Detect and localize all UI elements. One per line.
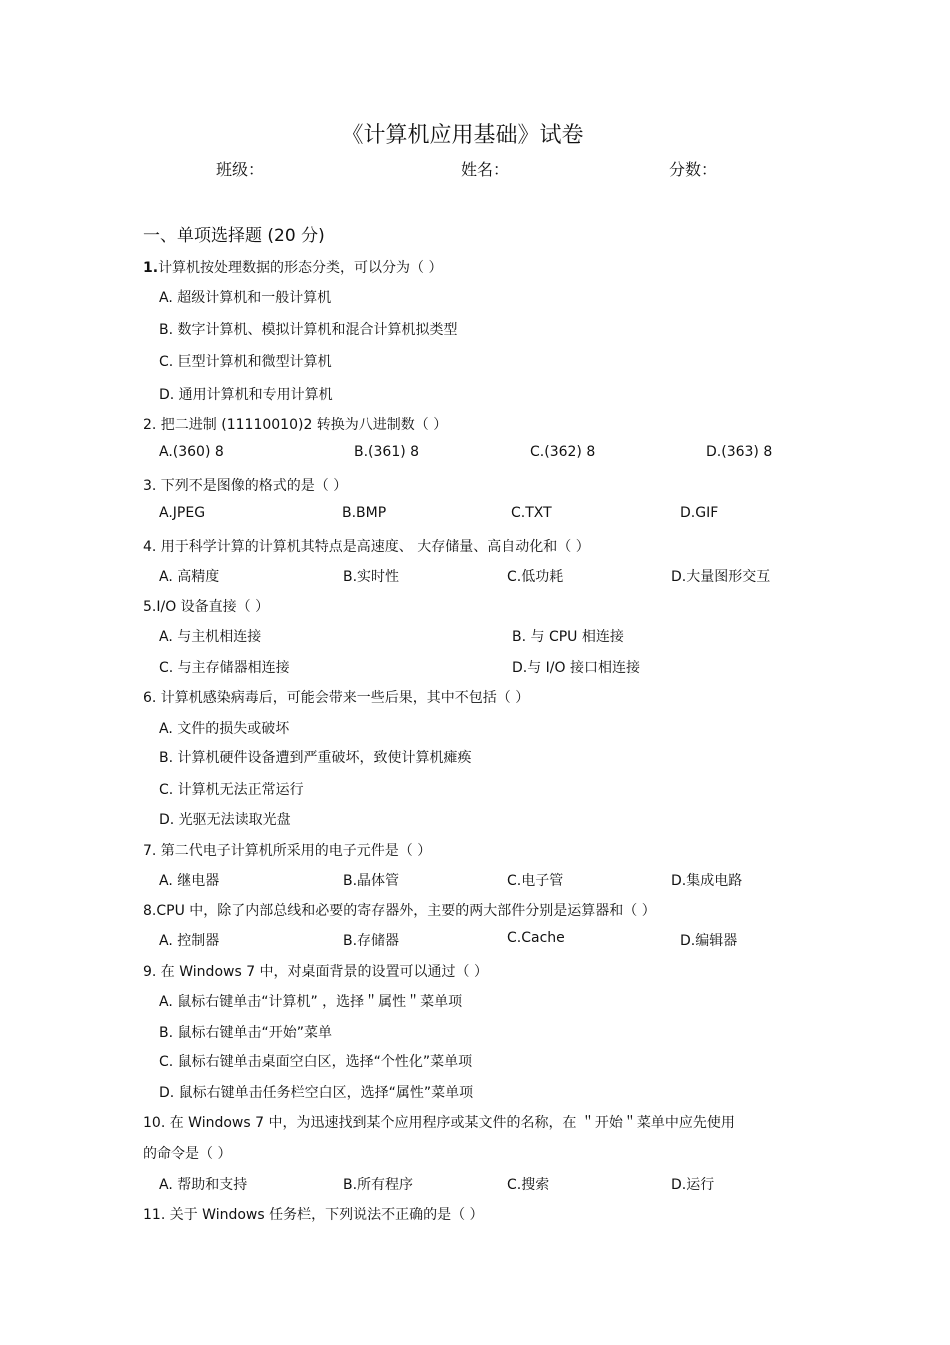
question-8-stem: 8.CPU 中，除了内部总线和必要的寄存器外，主要的两大部件分别是运算器和（ ） — [143, 903, 656, 919]
q7-option-b: B.晶体管 — [343, 873, 400, 889]
q1-option-d: D. 通用计算机和专用计算机 — [159, 387, 333, 403]
q6-option-a: A. 文件的损失或破坏 — [159, 721, 290, 737]
q8-option-c: C.Cache — [507, 930, 565, 946]
question-2-stem: 2. 把二进制 (11110010)2 转换为八进制数（ ） — [143, 417, 448, 433]
q2-option-a: A.(360) 8 — [159, 444, 224, 460]
q1-option-b: B. 数字计算机、模拟计算机和混合计算机拟类型 — [159, 322, 458, 338]
q9-option-c: C. 鼠标右键单击桌面空白区，选择“个性化”菜单项 — [159, 1054, 473, 1070]
q1-option-a: A. 超级计算机和一般计算机 — [159, 290, 332, 306]
name-label: 姓名： — [461, 160, 510, 179]
question-6-stem: 6. 计算机感染病毒后，可能会带来一些后果，其中不包括（ ） — [143, 690, 530, 706]
q8-option-b: B.存储器 — [343, 933, 400, 949]
q3-option-d: D.GIF — [680, 505, 719, 521]
q10-option-a: A. 帮助和支持 — [159, 1177, 248, 1193]
q9-option-b: B. 鼠标右键单击“开始”菜单 — [159, 1025, 333, 1041]
q8-option-d: D.编辑器 — [680, 933, 738, 949]
q10-option-b: B.所有程序 — [343, 1177, 414, 1193]
q9-option-d: D. 鼠标右键单击任务栏空白区，选择“属性”菜单项 — [159, 1085, 474, 1101]
q4-option-b: B.实时性 — [343, 569, 400, 585]
q4-option-d: D.大量图形交互 — [671, 569, 771, 585]
q6-option-b: B. 计算机硬件设备遭到严重破坏，致使计算机瘫痪 — [159, 750, 472, 766]
q2-option-b: B.(361) 8 — [354, 444, 420, 460]
question-4-stem: 4. 用于科学计算的计算机其特点是高速度、 大存储量、高自动化和（ ） — [143, 539, 590, 555]
q1-option-c: C. 巨型计算机和微型计算机 — [159, 354, 332, 370]
q4-option-c: C.低功耗 — [507, 569, 564, 585]
q3-option-b: B.BMP — [342, 505, 387, 521]
section-heading: 一、单项选择题 (20 分) — [143, 226, 325, 246]
q6-option-d: D. 光驱无法读取光盘 — [159, 812, 291, 828]
question-1-stem: 计算机按处理数据的形态分类，可以分为（ ） — [158, 260, 443, 276]
question-5-stem: 5.I/O 设备直接（ ） — [143, 599, 270, 615]
q9-option-a: A. 鼠标右键单击“计算机” ，选择＂属性＂菜单项 — [159, 994, 463, 1010]
question-7-stem: 7. 第二代电子计算机所采用的电子元件是（ ） — [143, 843, 432, 859]
exam-title: 《计算机应用基础》试卷 — [341, 123, 584, 148]
class-label: 班级： — [216, 160, 265, 179]
q3-option-c: C.TXT — [511, 505, 552, 521]
q6-option-c: C. 计算机无法正常运行 — [159, 782, 304, 798]
q2-option-c: C.(362) 8 — [530, 444, 596, 460]
q5-option-a: A. 与主机相连接 — [159, 629, 262, 645]
q10-option-d: D.运行 — [671, 1177, 715, 1193]
q5-option-d: D.与 I/O 接口相连接 — [512, 660, 640, 676]
question-11-stem: 11. 关于 Windows 任务栏，下列说法不正确的是（ ） — [143, 1207, 484, 1223]
q2-option-d: D.(363) 8 — [706, 444, 773, 460]
question-9-stem: 9. 在 Windows 7 中，对桌面背景的设置可以通过（ ） — [143, 964, 489, 980]
q7-option-c: C.电子管 — [507, 873, 564, 889]
question-1-number: 1. — [143, 260, 159, 276]
q3-option-a: A.JPEG — [159, 505, 206, 521]
q4-option-a: A. 高精度 — [159, 569, 220, 585]
q8-option-a: A. 控制器 — [159, 933, 220, 949]
q10-option-c: C.搜索 — [507, 1177, 550, 1193]
question-3-stem: 3. 下列不是图像的格式的是（ ） — [143, 478, 348, 494]
q5-option-b: B. 与 CPU 相连接 — [512, 629, 624, 645]
q7-option-d: D.集成电路 — [671, 873, 743, 889]
q5-option-c: C. 与主存储器相连接 — [159, 660, 290, 676]
score-label: 分数： — [669, 160, 718, 179]
question-1 — [143, 257, 443, 277]
question-10-stem-line1: 10. 在 Windows 7 中，为迅速找到某个应用程序或某文件的名称，在 ＂开始＂菜单中应先使用 — [143, 1115, 735, 1131]
q7-option-a: A. 继电器 — [159, 873, 220, 889]
question-10-stem-line2: 的命令是（ ） — [143, 1146, 232, 1162]
